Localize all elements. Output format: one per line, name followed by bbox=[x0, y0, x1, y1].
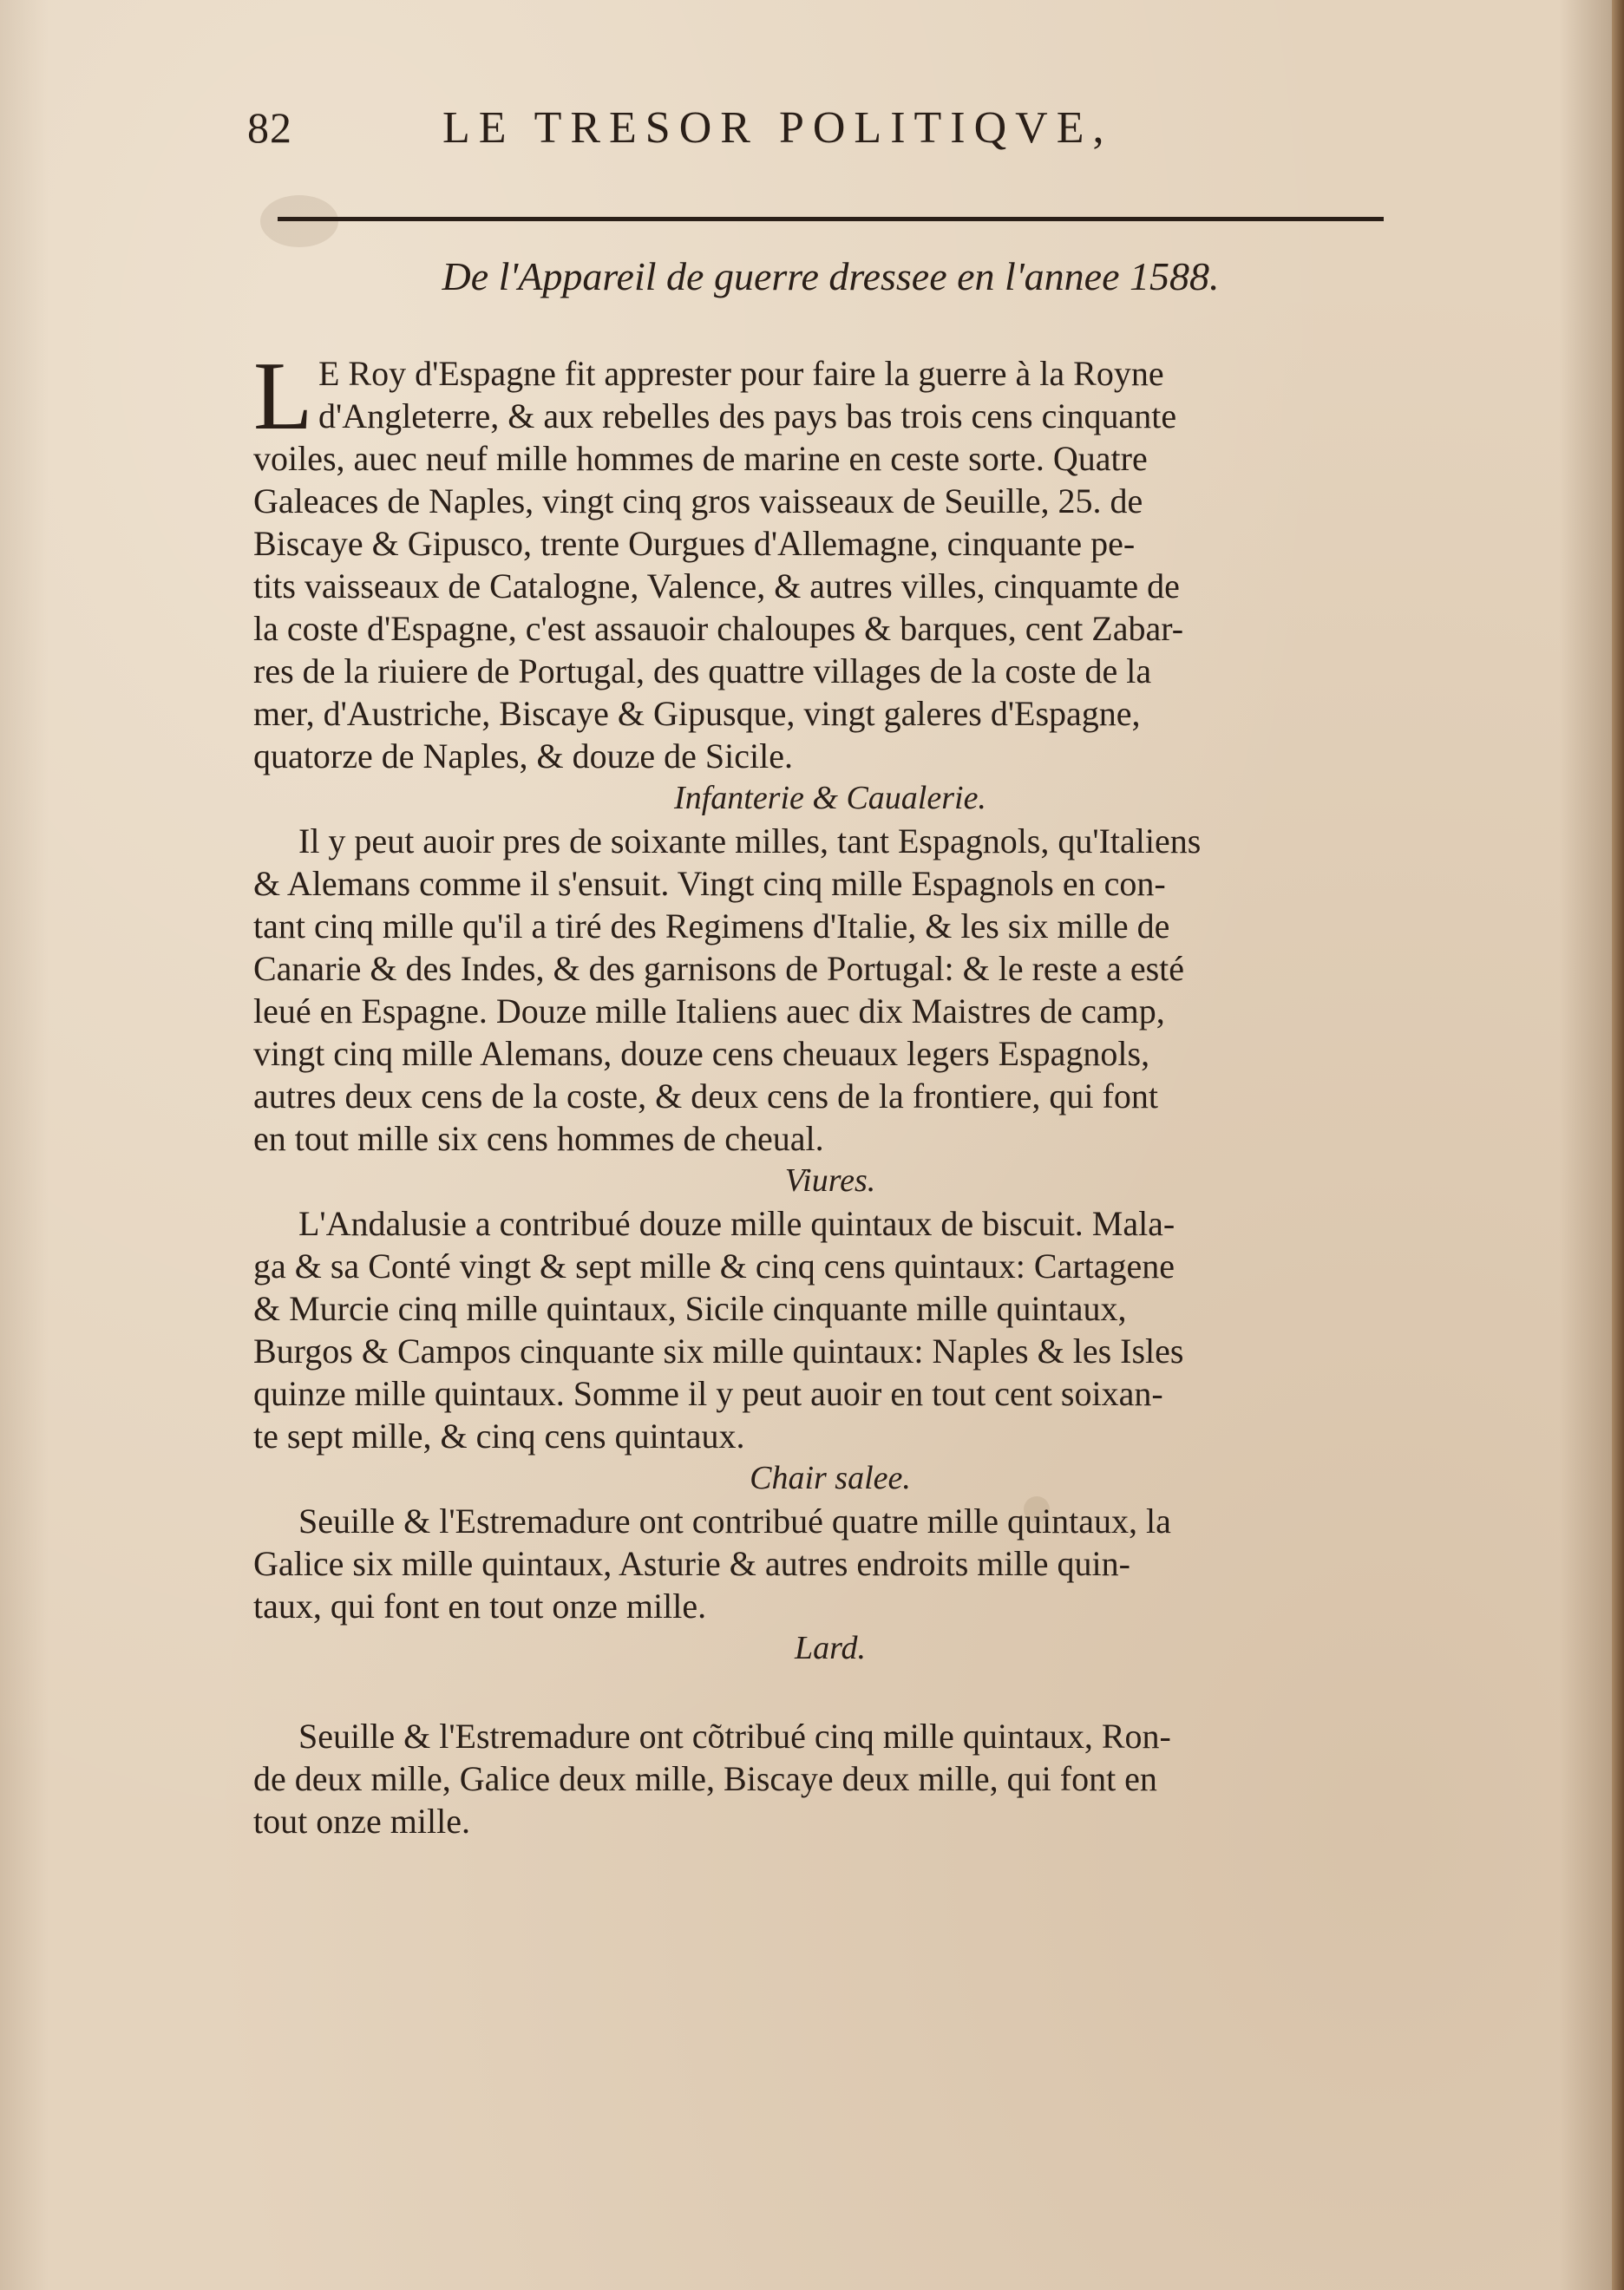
running-title: LE TRESOR POLITIQVE, bbox=[442, 103, 1113, 153]
intro-paragraph bbox=[253, 343, 1407, 777]
text-line: quatorze de Naples, & douze de Sicile. bbox=[253, 736, 793, 775]
running-head bbox=[247, 102, 1401, 163]
header-rule bbox=[278, 217, 1384, 221]
text-line: vingt cinq mille Alemans, douze cens cheuaux legers Espagnols, bbox=[253, 1034, 1150, 1073]
section-heading-chair-salee: Chair salee. bbox=[750, 1460, 911, 1496]
text-line: L'Andalusie a contribué douze mille quintaux de biscuit. Mala- bbox=[298, 1204, 1175, 1243]
text-line: tout onze mille. bbox=[253, 1802, 470, 1841]
drop-cap: L bbox=[253, 343, 313, 450]
paragraph-infanterie bbox=[253, 820, 1407, 1160]
section-heading-infanterie: Infanterie & Caualerie. bbox=[674, 780, 986, 816]
text-line: Il y peut auoir pres de soixante milles, tant Espagnols, qu'Italiens bbox=[298, 821, 1202, 860]
text-line: quinze mille quintaux. Somme il y peut auoir en tout cent soixan- bbox=[253, 1374, 1163, 1413]
text-line: tits vaisseaux de Catalogne, Valence, & autres villes, cinquamte de bbox=[253, 566, 1180, 605]
text-line: ga & sa Conté vingt & sept mille & cinq cens quintaux: Cartagene bbox=[253, 1246, 1175, 1286]
text-line: Seuille & l'Estremadure ont cõtribué cinq mille quintaux, Ron- bbox=[298, 1717, 1171, 1756]
text-line: & Alemans comme il s'ensuit. Vingt cinq mille Espagnols en con- bbox=[253, 864, 1166, 903]
text-line: la coste d'Espagne, c'est assauoir chaloupes & barques, cent Zabar- bbox=[253, 609, 1184, 648]
text-line: leué en Espagne. Douze mille Italiens auec dix Maistres de camp, bbox=[253, 991, 1165, 1030]
page-edge-shadow bbox=[1612, 0, 1624, 2290]
text-line: Seuille & l'Estremadure ont contribué quatre mille quintaux, la bbox=[298, 1502, 1171, 1541]
text-line: de deux mille, Galice deux mille, Biscaye deux mille, qui font en bbox=[253, 1759, 1157, 1798]
text-line: Galice six mille quintaux, Asturie & autres endroits mille quin- bbox=[253, 1544, 1130, 1583]
body-text bbox=[253, 343, 1407, 1842]
paragraph-lard bbox=[253, 1715, 1407, 1842]
text-line: res de la riuiere de Portugal, des quattre villages de la coste de la bbox=[253, 651, 1152, 690]
ink-smudge bbox=[260, 195, 338, 247]
text-line: tant cinq mille qu'il a tiré des Regimens d'Italie, & les six mille de bbox=[253, 906, 1170, 945]
text-line: E Roy d'Espagne fit apprester pour faire la guerre à la Royne bbox=[318, 354, 1164, 393]
text-line: en tout mille six cens hommes de cheual. bbox=[253, 1119, 824, 1158]
text-line: taux, qui font en tout onze mille. bbox=[253, 1587, 707, 1626]
text-line: & Murcie cinq mille quintaux, Sicile cinquante mille quintaux, bbox=[253, 1289, 1127, 1328]
text-line: d'Angleterre, & aux rebelles des pays bas trois cens cinquante bbox=[318, 396, 1177, 435]
paragraph-chair-salee bbox=[253, 1500, 1407, 1627]
text-line: mer, d'Austriche, Biscaye & Gipusque, vingt galeres d'Espagne, bbox=[253, 694, 1141, 733]
paragraph-viures bbox=[253, 1202, 1407, 1457]
spacer bbox=[253, 1670, 1407, 1715]
text-line: autres deux cens de la coste, & deux cens de la frontiere, qui font bbox=[253, 1076, 1158, 1116]
page-number: 82 bbox=[247, 103, 292, 152]
section-heading-viures: Viures. bbox=[784, 1162, 876, 1199]
text-line: Galeaces de Naples, vingt cinq gros vaisseaux de Seuille, 25. de bbox=[253, 481, 1143, 520]
text-line: te sept mille, & cinq cens quintaux. bbox=[253, 1417, 745, 1456]
text-line: Biscaye & Gipusco, trente Ourgues d'Allemagne, cinquante pe- bbox=[253, 524, 1136, 563]
text-line: Burgos & Campos cinquante six mille quintaux: Naples & les Isles bbox=[253, 1331, 1184, 1371]
section-heading-lard: Lard. bbox=[794, 1630, 866, 1666]
section-title: De l'Appareil de guerre dressee en l'annee 1588. bbox=[442, 254, 1220, 298]
text-line: Canarie & des Indes, & des garnisons de Portugal: & le reste a esté bbox=[253, 949, 1185, 988]
text-line: voiles, auec neuf mille hommes de marine en ceste sorte. Quatre bbox=[253, 439, 1148, 478]
